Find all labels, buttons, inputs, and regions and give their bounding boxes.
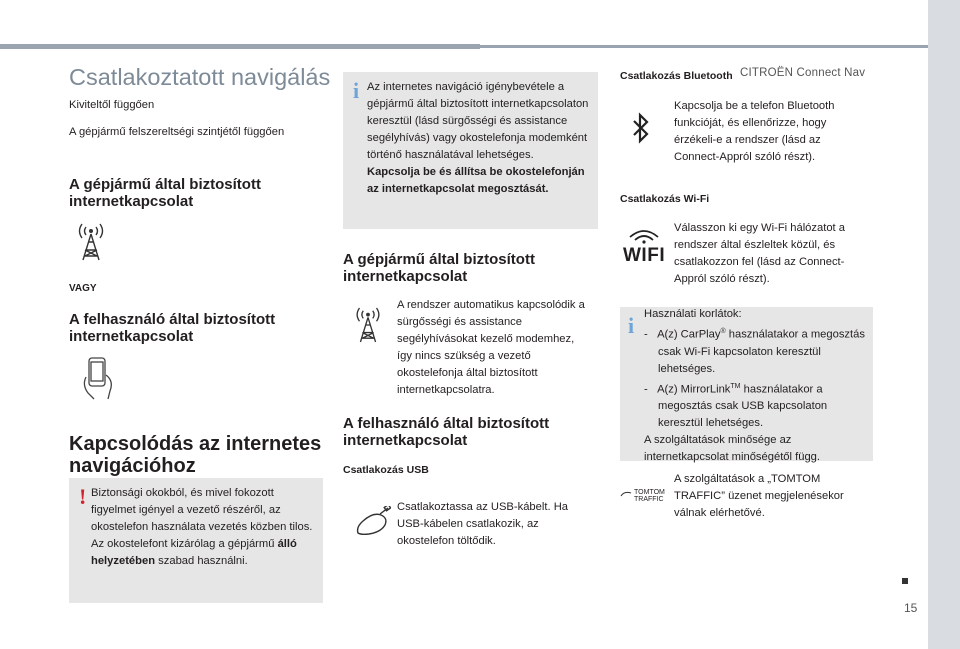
warning-text-bold: álló helyzetében — [91, 538, 297, 567]
wifi-heading: Csatlakozás Wi-Fi — [620, 193, 710, 205]
header-rule-left — [0, 44, 480, 49]
limits-item-carplay: - A(z) CarPlay® használatakor a megosztás csak Wi-Fi kapcsolaton keresztül lehetséges. — [644, 328, 865, 375]
page-number: 15 — [904, 601, 918, 615]
info-box-navigation — [343, 72, 598, 229]
usb-cable-icon — [355, 506, 391, 538]
usb-text: Csatlakoztassa az USB-kábelt. Ha USB-kábelen csatlakozik, az okostelefon töltődik. — [397, 501, 568, 547]
tomtom-logo-line1: TOMTOM — [634, 489, 665, 496]
heading-user-connection-2: A felhasználó által biztosított internetkapcsolat — [343, 415, 550, 449]
page-end-marker — [902, 578, 908, 584]
heading-connect-internet: Kapcsolódás az internetes navigációhoz — [69, 433, 322, 477]
tomtom-traffic-logo — [622, 489, 666, 503]
or-label: VAGY — [69, 283, 97, 294]
wifi-label: WIFI — [623, 245, 666, 266]
subtitle-equipment: A gépjármű felszereltségi szintjétől függően — [69, 126, 285, 138]
warning-text-2: Az okostelefont kizárólag a gépjármű — [91, 538, 278, 550]
bluetooth-text: Kapcsolja be a telefon Bluetooth funkcióját, és ellenőrizze, hogy érzékeli-e a rendszer (lásd az Connect-Appról szóló részt). — [674, 100, 835, 163]
warning-text-1: Biztonsági okokból, és mivel fokozott figyelmet igényel a vezető részéről, az okostelefon használata vezetés közben tilos. — [91, 487, 313, 533]
usb-heading: Csatlakozás USB — [343, 464, 429, 476]
info-box-limits — [620, 307, 873, 464]
heading-vehicle-connection: A gépjármű által biztosított internetkapcsolat — [69, 176, 261, 210]
subtitle-variant: Kiviteltől függően — [69, 99, 155, 111]
bluetooth-icon — [630, 112, 652, 144]
antenna-icon-2 — [351, 305, 385, 345]
heading-user-connection: A felhasználó által biztosított internetkapcsolat — [69, 311, 276, 345]
page-title: Csatlakoztatott navigálás — [69, 64, 331, 90]
limits-title: Használati korlátok: — [644, 308, 742, 320]
info-text: Az internetes navigáció igénybevétele a gépjármű által biztosított internetkapcsolaton keresztül (lásd sürgősségi és assistance segélyhívás) vagy okostelefonja modemként történő használatával lehetséges. — [367, 81, 589, 161]
limits-item-mirrorlink: - A(z) MirrorLink™ használatakor a megosztás csak USB kapcsolaton keresztül lehetséges. — [644, 382, 828, 430]
antenna-icon — [73, 222, 109, 262]
warning-icon: ! — [79, 484, 87, 509]
wifi-signal-icon — [627, 226, 661, 244]
tomtom-logo-line2: TRAFFIC — [634, 496, 664, 503]
header-brand: CITROËN Connect Nav — [740, 67, 866, 79]
warning-text — [91, 485, 319, 570]
smartphone-icon — [80, 355, 120, 401]
warning-text-3: szabad használni. — [155, 555, 248, 567]
vehicle-connection-text: A rendszer automatikus kapcsolódik a sürgősségi és assistance segélyhívásokat kezelő modemhez, így nincs szükség a vezető okostelefonja által biztosított internetkapcsolatra. — [397, 299, 585, 396]
bluetooth-heading: Csatlakozás Bluetooth — [620, 70, 733, 82]
wifi-text: Válasszon ki egy Wi-Fi hálózatot a rendszer által észleltek közül, és csatlakozzon fel (lásd az Connect-Appról szóló részt). — [674, 222, 845, 285]
heading-vehicle-connection-2: A gépjármű által biztosított internetkapcsolat — [343, 251, 535, 285]
info-text-bold: Kapcsolja be és állítsa be okostelefonján az internetkapcsolat megosztását. — [367, 166, 585, 195]
tomtom-hand-icon — [620, 490, 632, 498]
warning-box — [69, 478, 323, 603]
info-icon-2: i — [628, 313, 635, 338]
header-rule-right — [480, 45, 928, 48]
limits-footer: A szolgáltatások minősége az internetkapcsolat minőségétől függ. — [644, 434, 821, 464]
info-icon: i — [353, 78, 360, 103]
tomtom-text: A szolgáltatások a „TOMTOM TRAFFIC” üzenet megjelenésekor válnak elérhetővé. — [674, 473, 844, 519]
side-strip — [928, 0, 960, 649]
